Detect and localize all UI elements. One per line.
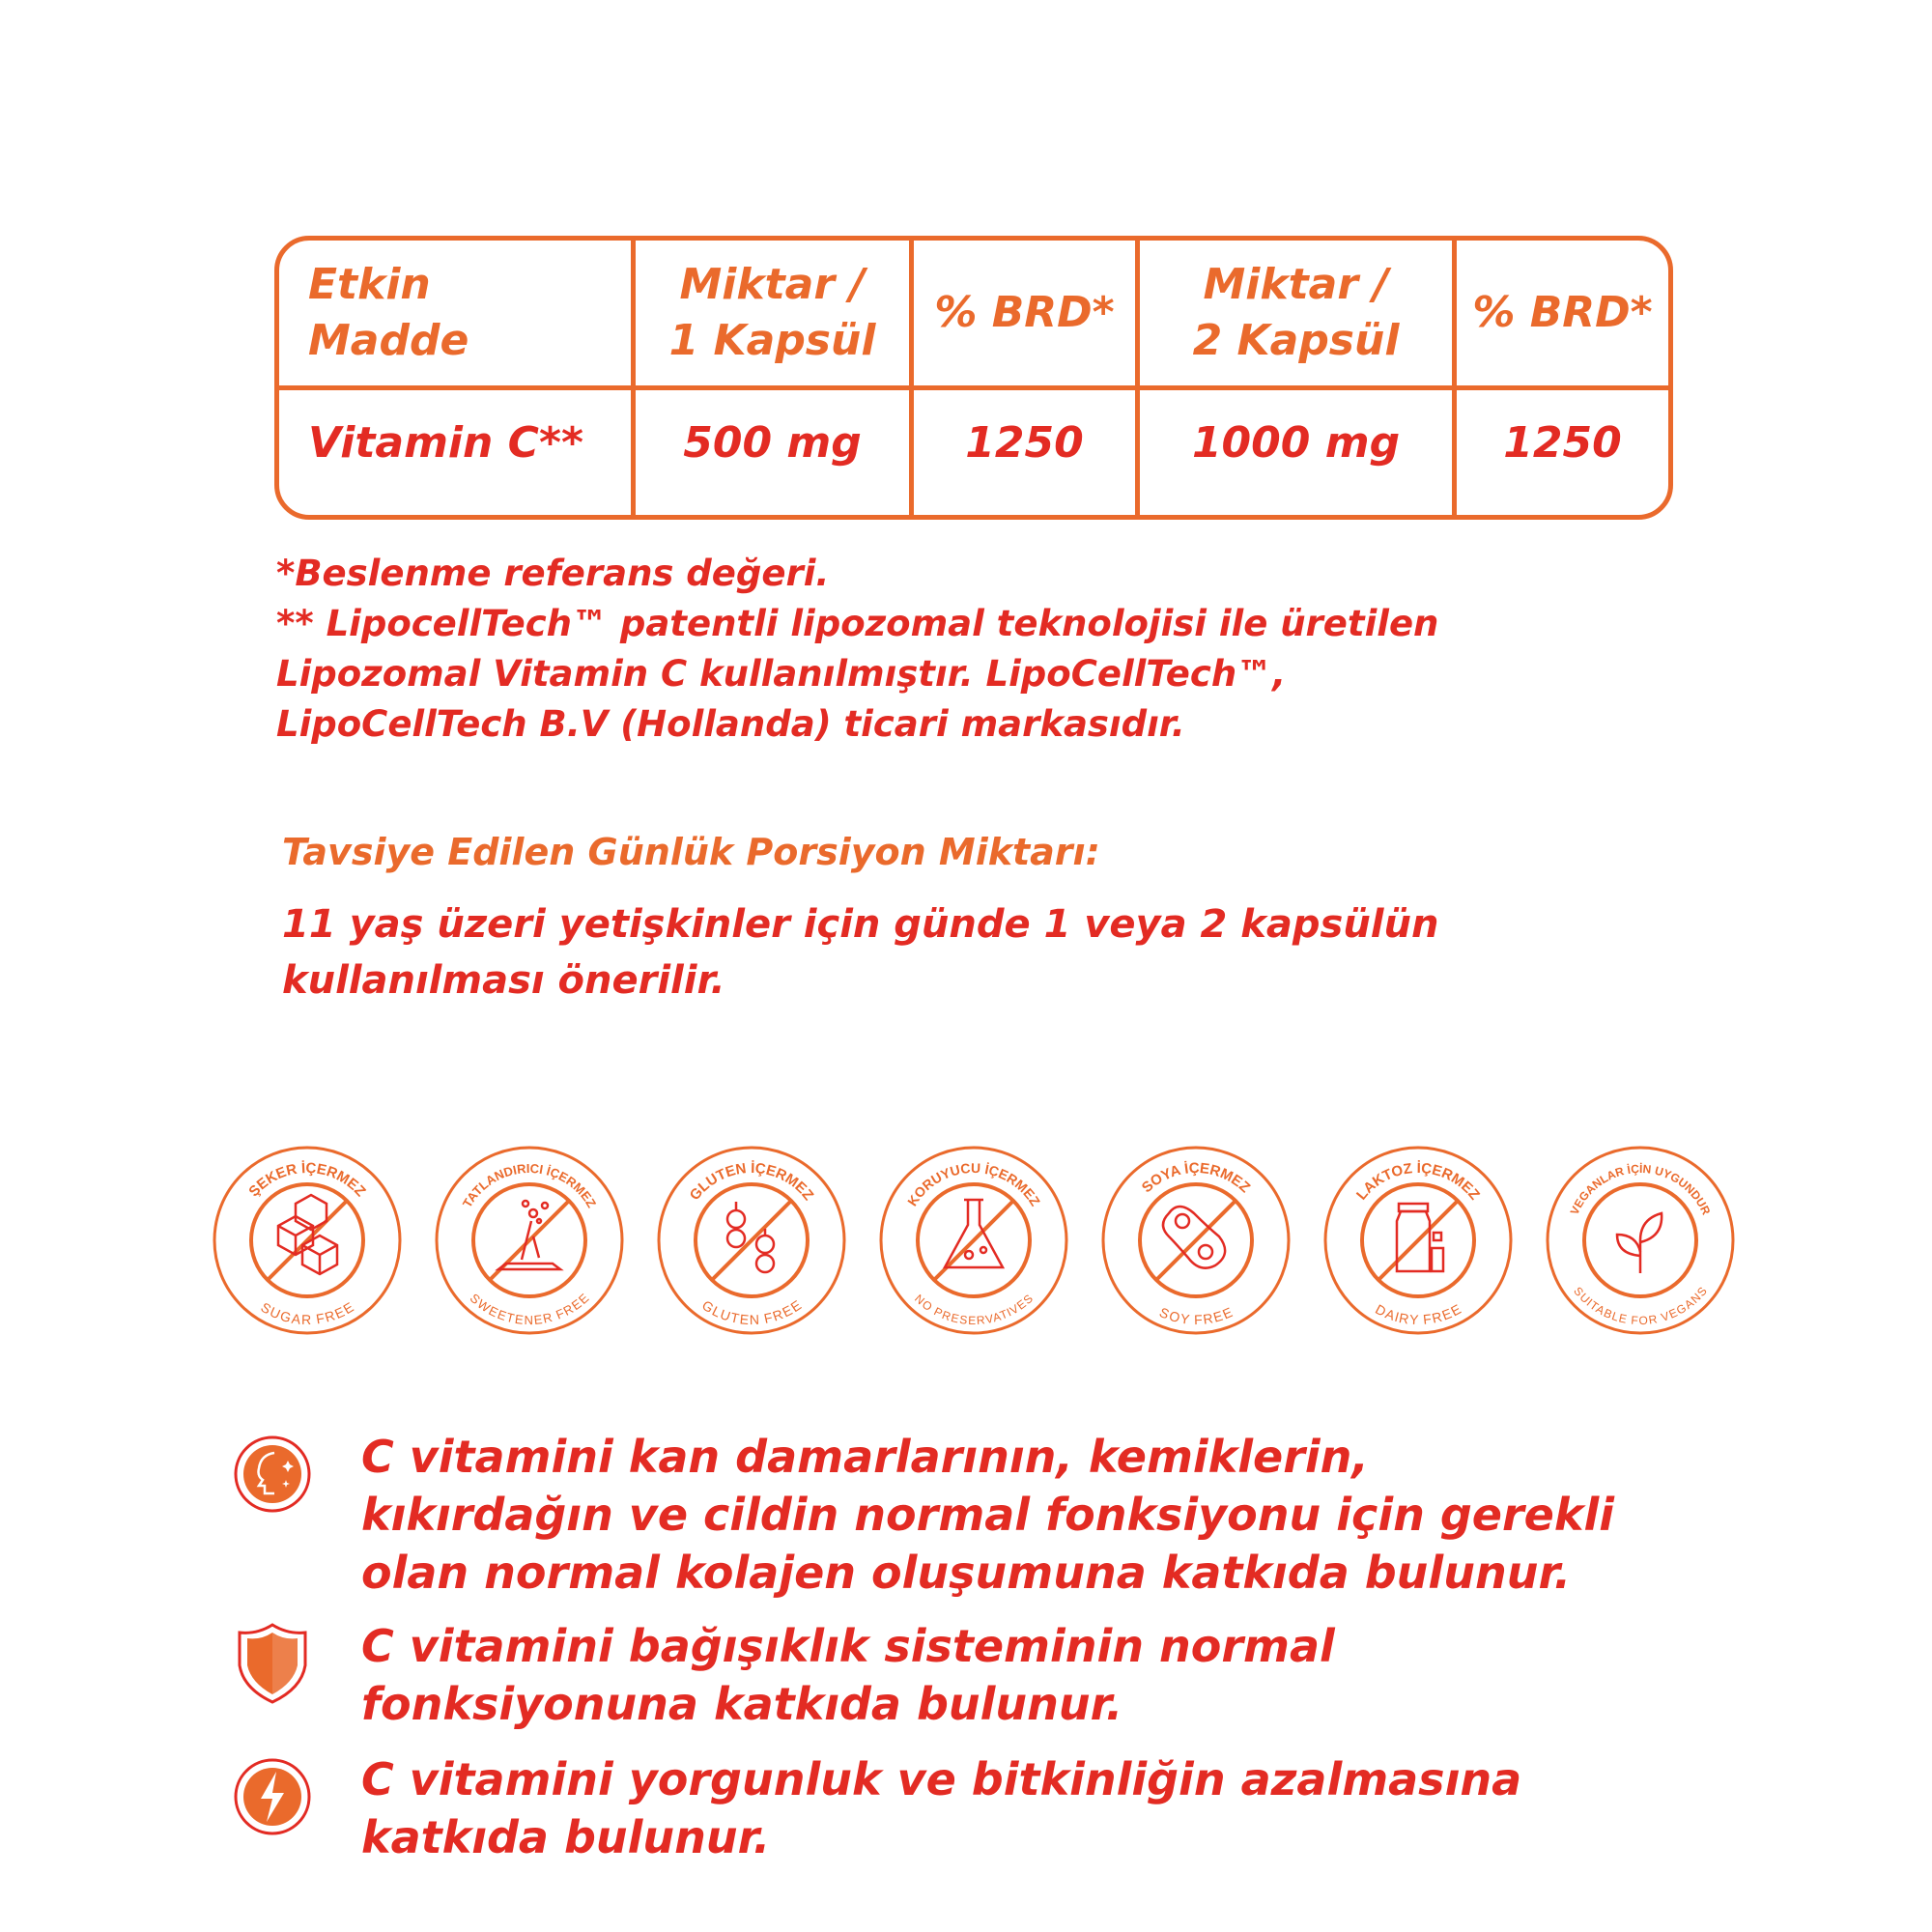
badge-sugar-free (211, 1144, 404, 1337)
footnote-line: LipoCellTech B.V (Hollanda) ticari markasıdır. (276, 703, 1185, 745)
footnote-line: ** LipocellTech™ patentli lipozomal teknolojisi ile üretilen (276, 603, 1439, 644)
svg-text:SOY FREE: SOY FREE (1156, 1304, 1236, 1328)
wheat-icon (727, 1202, 774, 1272)
benefit-line: kıkırdağın ve cildin normal fonksiyonu için gerekli (361, 1489, 1614, 1541)
header-nrv-1: % BRD* (934, 288, 1115, 337)
svg-text:NO PRESERVATIVES: NO PRESERVATIVES (912, 1292, 1036, 1328)
header-amount-1-capsule: Miktar / 1 Kapsül (668, 260, 876, 365)
svg-text:KORUYUCU İÇERMEZ: KORUYUCU İÇERMEZ (903, 1159, 1044, 1209)
svg-text:TATLANDIRICI İÇERMEZ: TATLANDIRICI İÇERMEZ (459, 1160, 600, 1210)
footnote-line: *Beslenme referans değeri. (276, 553, 830, 594)
header-amount-2-capsules: Miktar / 2 Kapsül (1192, 260, 1400, 365)
benefit-line: fonksiyonuna katkıda bulunur. (361, 1678, 1123, 1730)
serving-line: 11 yaş üzeri yetişkinler için günde 1 veya 2 kapsülün (282, 902, 1439, 947)
serving-title: Tavsiye Edilen Günlük Porsiyon Miktarı: (282, 831, 1100, 873)
nutrition-table (274, 236, 1673, 520)
benefit-line: C vitamini bağışıklık sisteminin normal (361, 1620, 1335, 1672)
cell-amount-1: 500 mg (683, 418, 862, 468)
header-active-ingredient: Etkin Madde (308, 260, 469, 365)
svg-text:SUITABLE FOR VEGANS: SUITABLE FOR VEGANS (1571, 1284, 1710, 1328)
svg-text:SUGAR FREE: SUGAR FREE (258, 1298, 356, 1328)
svg-text:SOYA İÇERMEZ: SOYA İÇERMEZ (1138, 1159, 1254, 1197)
cell-ingredient: Vitamin C** (308, 418, 583, 468)
free-from-badges (211, 1144, 1756, 1347)
svg-text:GLUTEN FREE: GLUTEN FREE (698, 1296, 805, 1328)
badge-sweetener-free (433, 1144, 626, 1337)
sweetener-icon (498, 1201, 560, 1269)
soy-bean-icon (1163, 1207, 1225, 1268)
svg-text:SWEETENER FREE: SWEETENER FREE (467, 1291, 592, 1328)
header-nrv-2: % BRD* (1472, 288, 1653, 337)
benefit-line: olan normal kolajen oluşumuna katkıda bulunur. (361, 1547, 1572, 1599)
serving-text (282, 896, 1731, 1009)
benefit-line: C vitamini yorgunluk ve bitkinliğin azalmasına (361, 1753, 1522, 1805)
cell-amount-2: 1000 mg (1191, 418, 1401, 468)
leaf-icon (1617, 1213, 1662, 1273)
svg-text:DAIRY FREE: DAIRY FREE (1373, 1300, 1463, 1328)
lightning-icon (232, 1756, 313, 1837)
benefit-line: katkıda bulunur. (361, 1811, 771, 1863)
footnote-line: Lipozomal Vitamin C kullanılmıştır. LipoCellTech™, (276, 653, 1287, 695)
shield-icon (232, 1623, 313, 1704)
badge-no-preservatives (877, 1144, 1070, 1337)
svg-text:VEGANLAR İÇİN UYGUNDUR: VEGANLAR İÇİN UYGUNDUR (1567, 1161, 1714, 1217)
svg-text:ŞEKER İÇERMEZ: ŞEKER İÇERMEZ (245, 1159, 369, 1201)
flask-icon (945, 1200, 1003, 1267)
benefit-line: C vitamini kan damarlarının, kemiklerin, (361, 1431, 1369, 1483)
svg-text:LAKTOZ İÇERMEZ: LAKTOZ İÇERMEZ (1353, 1159, 1483, 1204)
serving-line: kullanılması önerilir. (282, 958, 725, 1003)
badge-dairy-free (1321, 1144, 1515, 1337)
cell-nrv-1: 1250 (965, 418, 1084, 468)
badge-vegan (1544, 1144, 1737, 1337)
cell-nrv-2: 1250 (1503, 418, 1622, 468)
svg-text:GLUTEN İÇERMEZ: GLUTEN İÇERMEZ (686, 1159, 817, 1204)
badge-soy-free (1099, 1144, 1293, 1337)
face-sparkle-icon (232, 1434, 313, 1515)
footnotes (276, 549, 1687, 750)
badge-gluten-free (655, 1144, 848, 1337)
